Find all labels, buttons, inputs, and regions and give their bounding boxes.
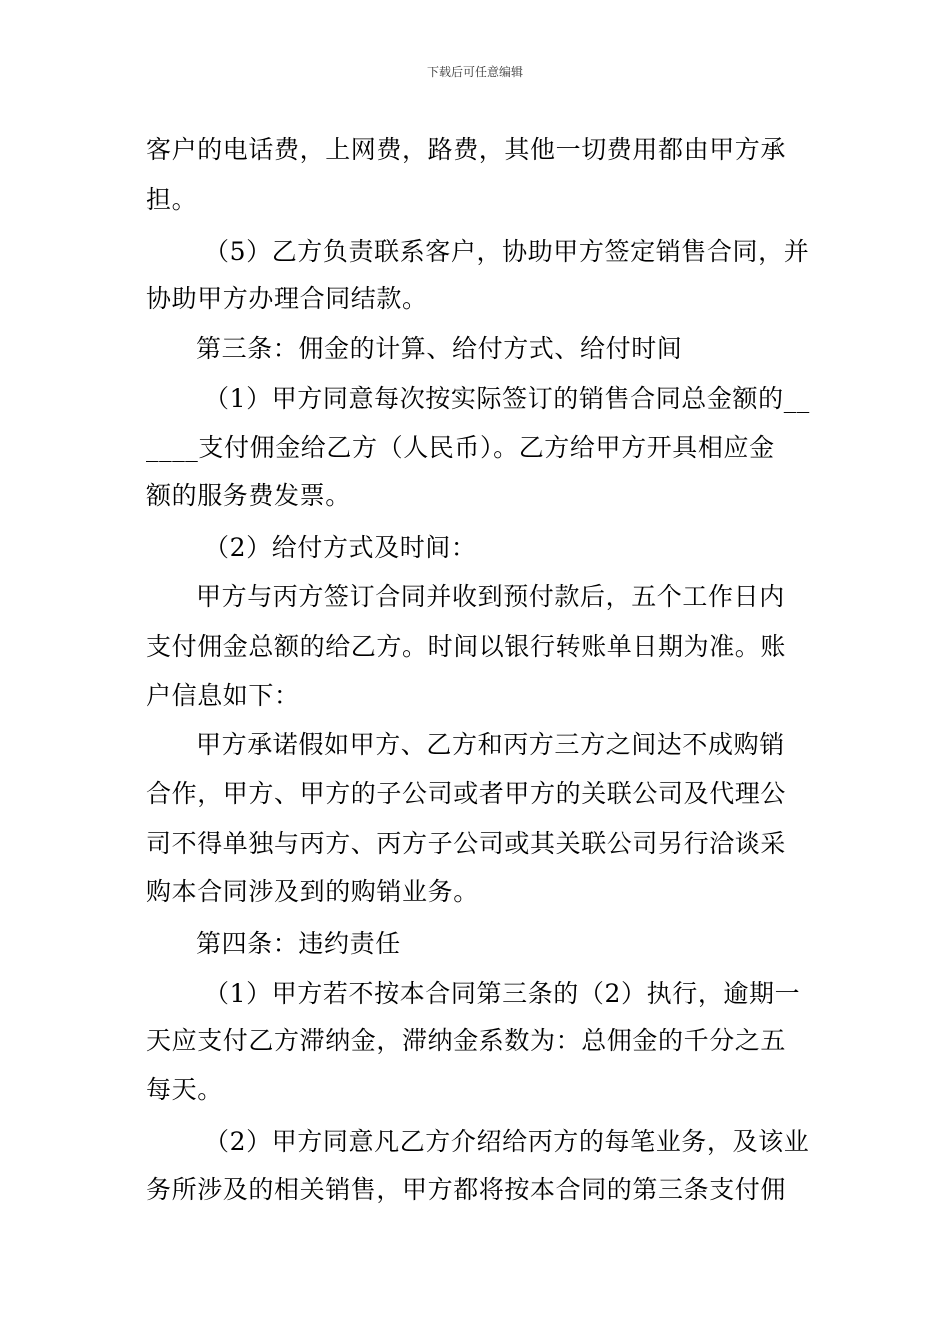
paragraph-start: 甲方与丙方签订合同并收到预付款后，五个工作日内	[196, 582, 785, 611]
body-line: 协助甲方办理合同结款。	[146, 284, 428, 313]
paragraph-start: 甲方承诺假如甲方、乙方和丙方三方之间达不成购销	[196, 730, 785, 759]
body-line: ____支付佣金给乙方（人民币）。乙方给甲方开具相应金	[146, 433, 775, 462]
body-line: 担。	[146, 185, 198, 214]
page-header: 下载后可任意编辑	[426, 65, 523, 79]
clause-item: （5）乙方负责联系客户，协助甲方签定销售合同，并	[204, 237, 810, 266]
body-line: 额的服务费发票。	[146, 481, 351, 510]
clause-item: （1）甲方若不按本合同第三条的（2）执行，逾期一	[204, 979, 801, 1008]
body-line: 天应支付乙方滞纳金，滞纳金系数为：总佣金的千分之五	[146, 1026, 787, 1055]
clause-item: （2）甲方同意凡乙方介绍给丙方的每笔业务，及该业	[204, 1127, 810, 1156]
section-heading: 第四条：违约责任	[196, 929, 401, 958]
body-line: 户信息如下：	[146, 681, 300, 710]
body-line: 司不得单独与丙方、丙方子公司或其关联公司另行洽谈采	[146, 829, 787, 858]
body-line: 合作，甲方、甲方的子公司或者甲方的关联公司及代理公	[146, 779, 787, 808]
body-line: 购本合同涉及到的购销业务。	[146, 877, 479, 906]
clause-item: （2）给付方式及时间：	[204, 533, 477, 562]
section-heading: 第三条：佣金的计算、给付方式、给付时间	[196, 334, 683, 363]
body-line: 客户的电话费，上网费，路费，其他一切费用都由甲方承	[146, 135, 787, 164]
body-line: 支付佣金总额的给乙方。时间以银行转账单日期为准。账	[146, 632, 787, 661]
clause-item: （1）甲方同意每次按实际签订的销售合同总金额的__	[204, 384, 810, 413]
body-line: 务所涉及的相关销售，甲方都将按本合同的第三条支付佣	[146, 1175, 787, 1204]
body-line: 每天。	[146, 1075, 223, 1104]
